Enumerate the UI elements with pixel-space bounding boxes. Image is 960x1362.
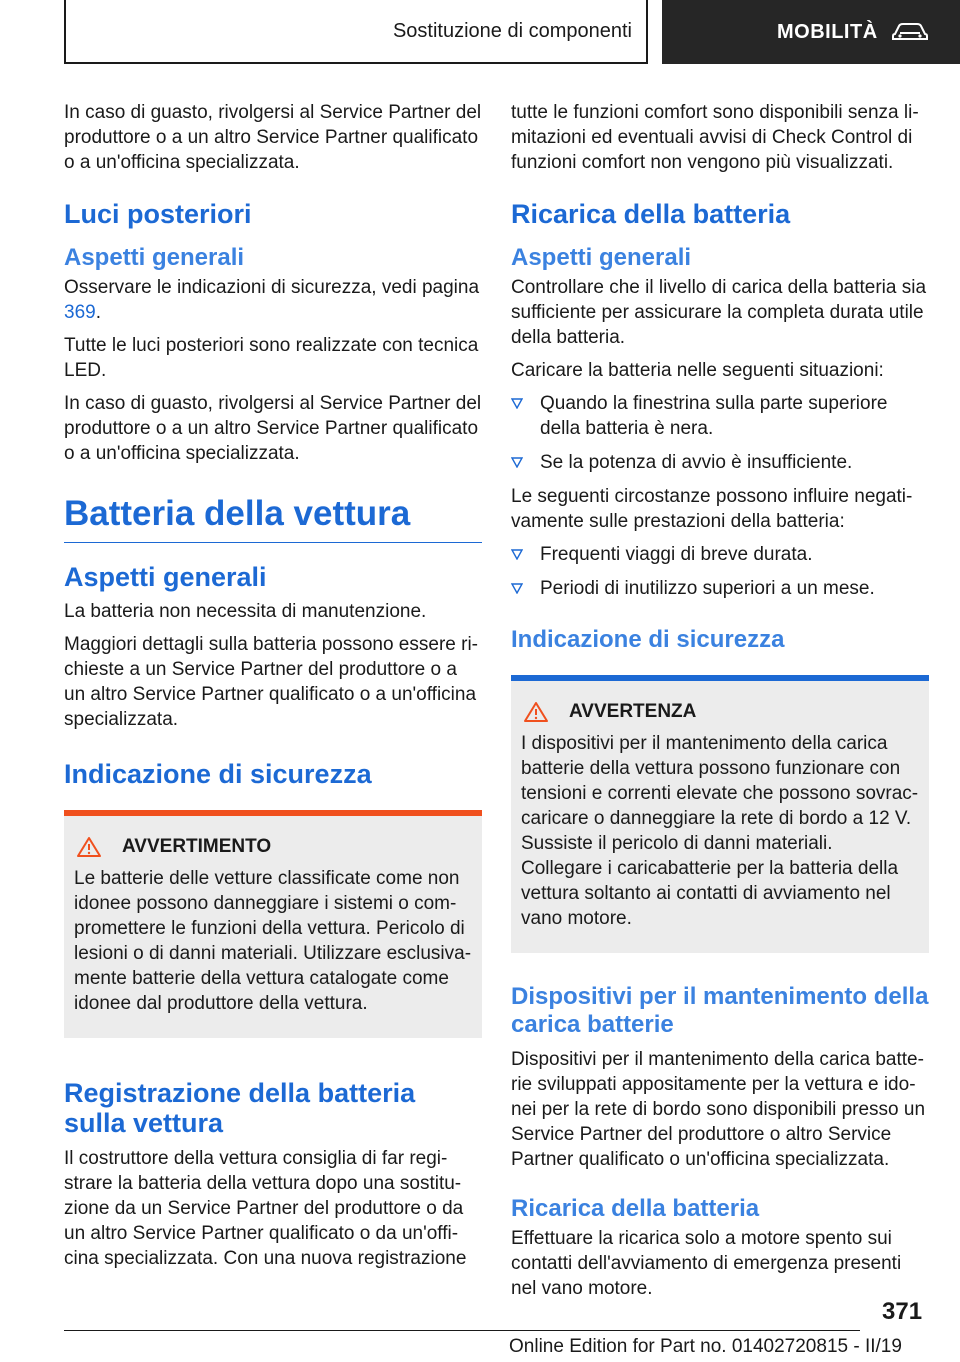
footer-divider	[64, 1330, 860, 1331]
heading-indicazione-sicurezza-right: Indicazione di sicurezza	[511, 626, 785, 653]
caution-box	[511, 675, 929, 953]
caution-title-text: AVVERTENZA	[569, 701, 697, 722]
paragraph-led: Tutte le luci posteriori sono realizzate con tecnica LED.	[64, 335, 479, 381]
paragraph-dettagli: Maggiori dettagli sulla batteria possono essere richieste a un Service Partner del produttore o a un altro Service Partner qualificato o a un'officina specializzata.	[64, 634, 478, 730]
list-item-text: Quando la finestrina sulla parte superiore della batteria è nera.	[540, 393, 888, 439]
warning-text: Le batterie delle vetture classificate come non idonee possono danneggiare i sistemi o compromettere le funzioni della vettura. Pericolo di lesioni o di danni materiali. Utilizzare esclusivamente batterie della vettura catalogate come idonee dal produttore della vettura.	[74, 868, 472, 1014]
triangle-bullet-icon	[511, 397, 523, 409]
osservare-text: Osservare le indicazioni di sicurezza, vedi pagina	[64, 277, 480, 298]
heading-ricarica-batteria: Ricarica della batteria	[511, 199, 791, 229]
heading-ricarica-batteria-2: Ricarica della batteria	[511, 1195, 760, 1222]
paragraph-registrazione: Il costruttore della vettura consiglia di far registrare la batteria della vettura dopo una sostituzione da un Service Partner del produttore o da un altro Service Partner qualificato o da un'officina specializzata. Con una nuova registrazione	[64, 1148, 467, 1269]
page-link-369[interactable]: 369	[64, 302, 96, 323]
heading-dispositivi: Dispositivi per il mantenimento della carica batterie	[511, 983, 929, 1038]
chapter-header	[662, 0, 960, 64]
heading-aspetti-generali-ricarica: Aspetti generali	[511, 244, 692, 271]
list-item	[511, 391, 929, 441]
heading-registrazione: Registrazione della batteria sulla vettura	[64, 1078, 416, 1138]
heading-indicazione-sicurezza: Indicazione di sicurezza	[64, 759, 372, 789]
heading-batteria-vettura: Batteria della vettura	[64, 492, 482, 543]
warning-triangle-icon	[523, 701, 549, 723]
caution-text: I dispositivi per il mantenimento della carica batterie della vettura possono funzionare con tensioni e correnti elevate che possono sovraccaricare o danneggiare la rete di bordo a 12 V. Sussiste il pericolo di danni materiali. Collegare i caricabatterie per la batteria della vettura soltanto ai contatti di avviamento nel vano motore.	[521, 733, 919, 929]
charge-situations-list	[511, 391, 929, 475]
list-item	[511, 542, 929, 567]
paragraph-guasto: In caso di guasto, rivolgersi al Service Partner del produttore o a un altro Service Partner qualificato o a un'officina specializzata.	[64, 393, 482, 464]
list-item-text: Periodi di inutilizzo superiori a un mese.	[540, 578, 875, 599]
warning-triangle-icon	[76, 836, 102, 858]
warning-title-text: AVVERTIMENTO	[122, 836, 272, 857]
triangle-bullet-icon	[511, 582, 523, 594]
paragraph-osservare	[64, 275, 482, 325]
caution-title	[521, 701, 919, 723]
triangle-bullet-icon	[511, 548, 523, 560]
triangle-bullet-icon	[511, 456, 523, 468]
heading-aspetti-generali-batteria: Aspetti generali	[64, 562, 267, 592]
left-column	[64, 100, 482, 1279]
paragraph-circostanze: Le seguenti circostanze possono influire negativamente sulle prestazioni della batteria:	[511, 486, 913, 532]
list-item-text: Se la potenza di avvio è insufficiente.	[540, 452, 853, 473]
chapter-title: MOBILITÀ	[777, 20, 878, 43]
paragraph-dispositivi: Dispositivi per il mantenimento della carica batterie sviluppati appositamente per la vettura e idonei per la rete di bordo sono disponibili presso un Service Partner del produttore o altro Service Partner qualificato o un'officina specializzata.	[511, 1049, 926, 1170]
warning-box	[64, 810, 482, 1038]
section-header	[64, 0, 648, 64]
paragraph-caricare: Caricare la batteria nelle seguenti situazioni:	[511, 360, 884, 381]
osservare-end: .	[95, 302, 101, 323]
list-item	[511, 576, 929, 601]
intro-paragraph: In caso di guasto, rivolgersi al Service Partner del produttore o a un altro Service Partner qualificato o a un'officina specializzata.	[64, 102, 482, 173]
heading-luci-posteriori: Luci posteriori	[64, 199, 252, 229]
page-number: 371	[882, 1298, 923, 1325]
car-icon	[892, 22, 928, 42]
right-column	[511, 100, 929, 1309]
paragraph-continuation: tutte le funzioni comfort sono disponibili senza limitazioni ed eventuali avvisi di Check Control di funzioni comfort non vengono più visualizzati.	[511, 102, 919, 173]
list-item	[511, 450, 929, 475]
list-item-text: Frequenti viaggi di breve durata.	[540, 544, 813, 565]
paragraph-manutenzione: La batteria non necessita di manutenzione.	[64, 601, 427, 622]
footer-edition: Online Edition for Part no. 01402720815 - II/19	[509, 1336, 902, 1357]
paragraph-controllare: Controllare che il livello di carica della batteria sia sufficiente per assicurare la completa durata utile della batteria.	[511, 277, 927, 348]
heading-aspetti-generali-luci: Aspetti generali	[64, 244, 245, 271]
negative-factors-list	[511, 542, 929, 601]
warning-title	[74, 836, 472, 858]
paragraph-ricarica: Effettuare la ricarica solo a motore spento sui contatti dell'avviamento di emergenza presenti nel vano motore.	[511, 1228, 902, 1299]
section-title: Sostituzione di componenti	[392, 19, 632, 42]
